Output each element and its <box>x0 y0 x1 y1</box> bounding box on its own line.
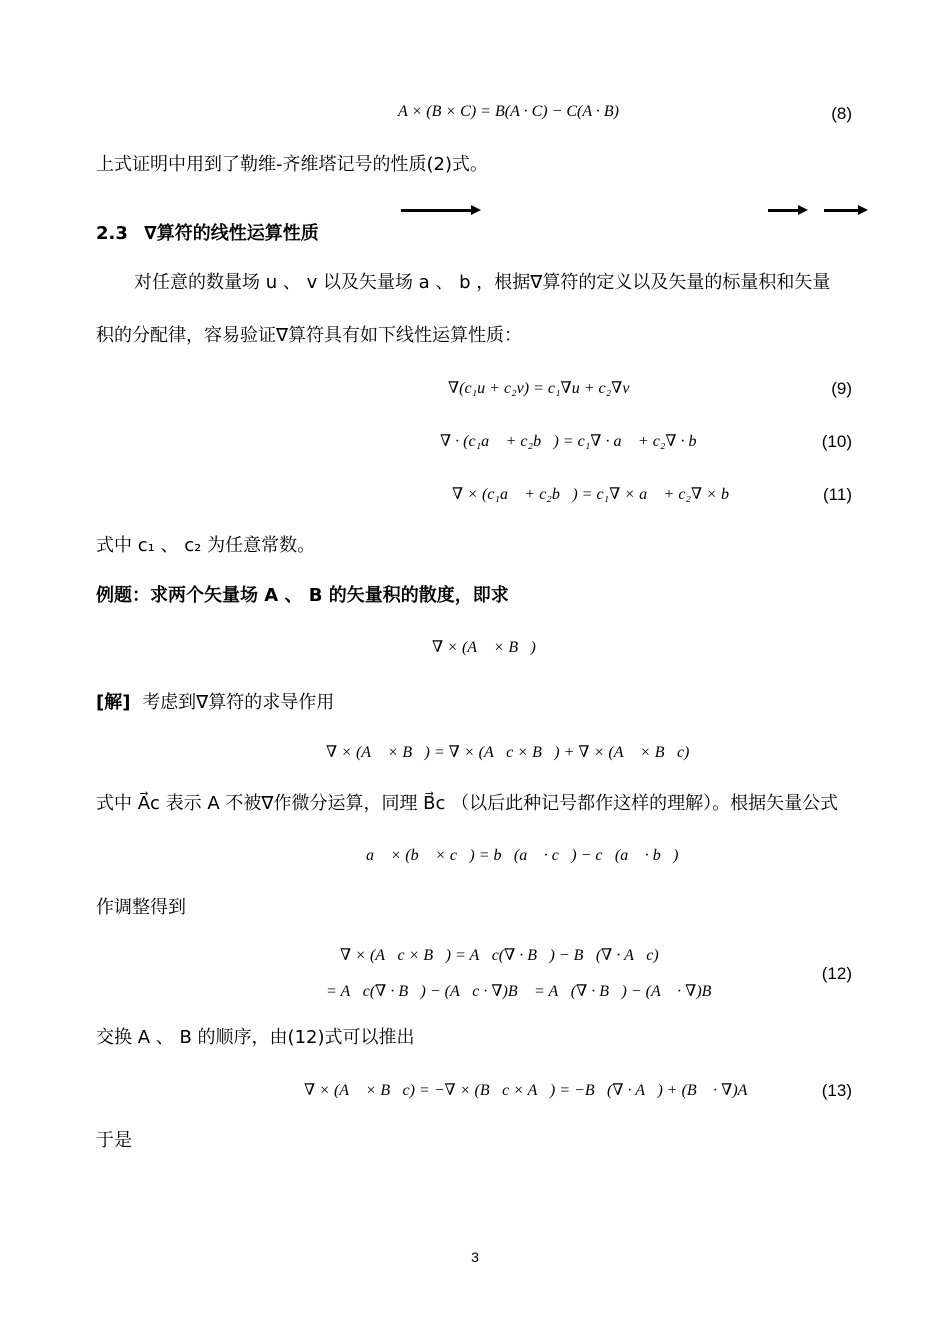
constants-note: 式中 c₁ 、 c₂ 为任意常数。 <box>96 535 316 556</box>
equation-11-number: (11) <box>823 485 852 504</box>
page-number: 3 <box>471 1249 479 1265</box>
solution-text: 考虑到∇算符的求导作用 <box>142 692 335 713</box>
section-heading <box>96 223 319 245</box>
equation-9-number: (9) <box>831 379 852 398</box>
split-equation: ∇ × (A⃗ × B⃗) = ∇ × (A⃗c × B⃗) + ∇ × (A⃗ × B⃗c) <box>326 744 690 761</box>
therefore-text: 于是 <box>96 1130 132 1151</box>
solution-label: [解] <box>96 692 131 713</box>
vector-formula: a⃗ × (b⃗ × c⃗) = b⃗(a⃗ · c⃗) − c⃗(a⃗ · b⃗) <box>366 847 679 864</box>
equation-10-number: (10) <box>821 432 852 451</box>
equation-12-line-1: ∇ × (A⃗c × B⃗) = A⃗c(∇ · B⃗) − B⃗(∇ · A⃗c) <box>340 947 659 964</box>
equation-11: ∇ × (c₁a⃗ + c₂b⃗) = c₁∇ × a⃗ + c₂∇ × b⃗ <box>452 486 742 503</box>
arrow-decoration-mid <box>768 209 804 212</box>
equation-8-number: (8) <box>831 104 852 123</box>
equation-9: ∇(c₁u + c₂v) = c₁∇u + c₂∇v <box>448 380 630 397</box>
equation-12-line-2: = A⃗c(∇ · B⃗) − (A⃗c · ∇)B⃗ = A⃗(∇ · B⃗) − (A⃗ · ∇)B⃗ <box>326 983 724 1000</box>
paragraph-1-line-1: 对任意的数量场 u 、 v 以及矢量场 a 、 b ，根据∇算符的定义以及矢量的标量积和矢量 <box>134 272 831 293</box>
proof-note: 上式证明中用到了勒维-齐维塔记号的性质(2)式。 <box>96 154 488 175</box>
equation-13: ∇ × (A⃗ × B⃗c) = −∇ × (B⃗c × A⃗) = −B⃗(∇ · A⃗) + (B⃗ · ∇)A⃗ <box>304 1082 760 1099</box>
paragraph-1-line-2: 积的分配律，容易验证∇算符具有如下线性运算性质： <box>96 325 523 346</box>
swap-text: 交换 A 、 B 的顺序，由(12)式可以推出 <box>96 1027 415 1048</box>
section-number: 2.3 <box>96 223 128 244</box>
solution-line <box>96 692 334 714</box>
adjust-text: 作调整得到 <box>96 897 186 918</box>
equation-13-number: (13) <box>821 1081 852 1100</box>
notation-note: 式中 A⃗c 表示 A 不被∇作微分运算，同理 B⃗c （以后此种记号都作这样的理解）。根据矢量公式 <box>96 793 839 814</box>
arrow-decoration-right <box>824 209 864 212</box>
equation-8: A × (B × C) = B(A · C) − C(A · B) <box>398 103 619 120</box>
target-expression: ∇ × (A⃗ × B⃗) <box>432 639 536 656</box>
equation-10: ∇ · (c₁a⃗ + c₂b⃗) = c₁∇ · a⃗ + c₂∇ · b⃗ <box>440 433 709 450</box>
example-heading: 例题：求两个矢量场 A 、 B 的矢量积的散度，即求 <box>96 585 509 606</box>
arrow-decoration-left <box>401 209 477 212</box>
section-title: ∇算符的线性运算性质 <box>144 223 319 244</box>
equation-12-number: (12) <box>821 964 852 983</box>
